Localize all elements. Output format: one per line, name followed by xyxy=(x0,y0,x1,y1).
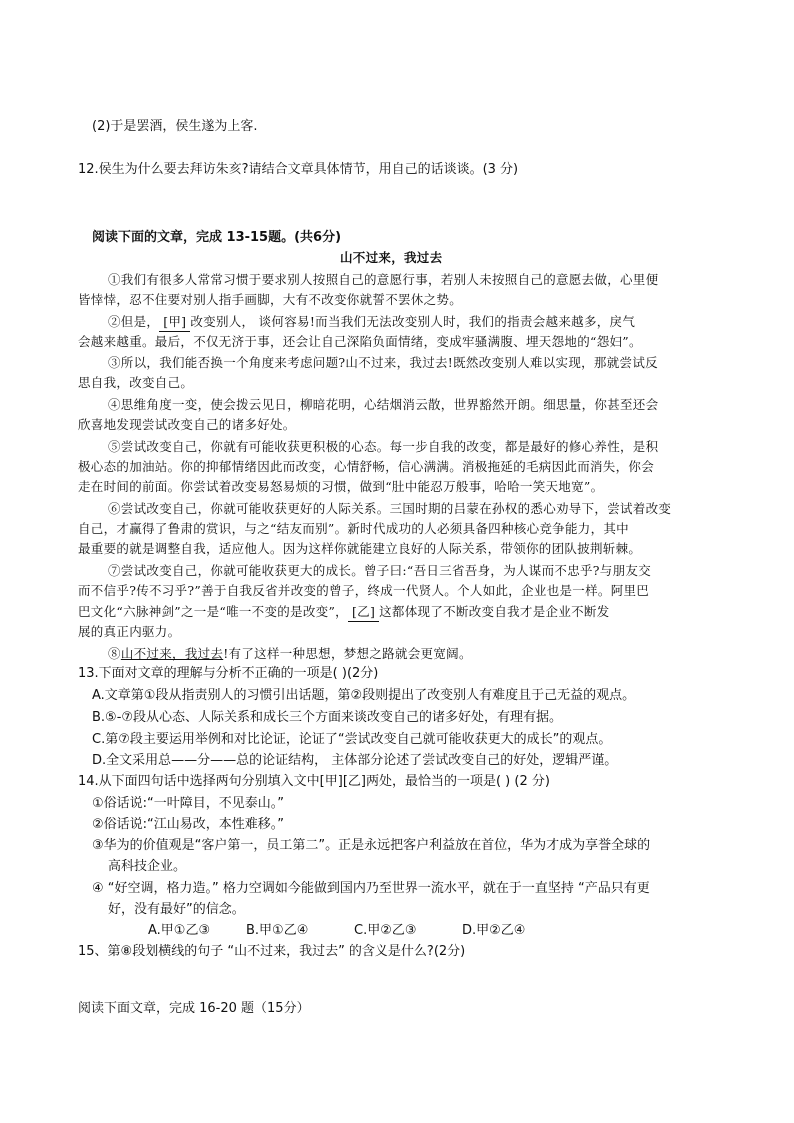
paragraph-2-line-1 xyxy=(108,313,635,332)
paragraph-6-line-1: ⑥尝试改变自己，你就可能收获更好的人际关系。三国时期的吕蒙在孙权的悉心劝导下，尝试着改变 xyxy=(108,501,672,516)
paragraph-8-num: ⑧ xyxy=(108,646,121,661)
paragraph-5-line-2: 极心态的加油站。你的抑郁情绪因此而改变，心情舒畅，信心满满。消极拖延的毛病因此而消失，你会 xyxy=(78,459,655,474)
question-14-sentence-3-line-1: ③华为的价值观是“客户第一，员工第二”。正是永远把客户利益放在首位，华为才成为享誉全球的 xyxy=(92,838,651,853)
question-14-sentence-1: ①俗话说:“一叶障目，不见泰山。” xyxy=(92,796,285,811)
paragraph-7-line-3 xyxy=(78,603,610,622)
section-heading-16-20: 阅读下面文章，完成 16-20 题（15分） xyxy=(78,1001,310,1016)
paragraph-4-line-2: 欣喜地发现尝试改变自己的诸多好处。 xyxy=(78,417,296,432)
section-heading-13-15: 阅读下面的文章，完成 13-15题。(共6分) xyxy=(92,230,342,245)
paragraph-7-text-post: 这都体现了不断改变自我才是企业不断发 xyxy=(379,604,610,619)
paragraph-7-text-pre: 巴文化“六脉神剑”之一是“唯一不变的是改变”， xyxy=(78,604,348,619)
paragraph-8 xyxy=(108,645,472,663)
paragraph-8-text-post: !有了这样一种思想，梦想之路就会更宽阔。 xyxy=(223,646,472,661)
paragraph-1-line-2: 皆悻悻，忍不住要对别人指手画脚，大有不改变你就誓不罢休之势。 xyxy=(78,292,463,307)
paragraph-2-text-pre: ②但是， xyxy=(108,314,160,329)
article-title: 山不过来，我过去 xyxy=(340,250,443,265)
question-14-option-b: B.甲①乙④ xyxy=(246,923,309,938)
paragraph-5-line-1: ⑤尝试改变自己，你就有可能收获更积极的心态。每一步自我的改变，都是最好的修心养性，是积 xyxy=(108,439,659,454)
paragraph-7-line-2: 而不信乎?传不习乎?”善于自我反省并改变的曾子，终成一代贤人。个人如此，企业也是一样。阿里巴 xyxy=(78,583,650,598)
paragraph-5-line-3: 走在时间的前面。你尝试着改变易怒易烦的习惯，做到“肚中能忍万般事，哈哈一笑天地宽”。 xyxy=(78,479,604,494)
question-14-option-c: C.甲②乙③ xyxy=(354,923,417,938)
question-13-option-c: C.第⑦段主要运用举例和对比论证，论证了“尝试改变自己就可能收获更大的成长”的观点。 xyxy=(92,732,612,747)
question-12: 12.侯生为什么要去拜访朱亥?请结合文章具体情节，用自己的话谈谈。(3 分) xyxy=(78,162,519,177)
question-14-sentence-4-line-1: ④ “好空调，格力造。” 格力空调如今能做到国内乃至世界一流水平，就在于一直坚持 “产品只有更 xyxy=(92,881,650,896)
paragraph-3-line-2: 思自我，改变自己。 xyxy=(78,375,194,390)
paragraph-6-line-3: 最重要的就是调整自我，适应他人。因为这样你就能建立良好的人际关系，带领你的团队披荆斩棘。 xyxy=(78,541,642,556)
blank-yi: [乙] xyxy=(348,603,379,622)
paragraph-1-line-1: ①我们有很多人常常习惯于要求别人按照自己的意愿行事，若别人未按照自己的意愿去做，心里便 xyxy=(108,272,659,287)
paragraph-3-line-1: ③所以，我们能否换一个角度来考虑问题?山不过来，我过去!既然改变别人难以实现，那就尝试反 xyxy=(108,355,658,370)
question-13-option-d: D.全文采用总——分——总的论证结构， 主体部分论述了尝试改变自己的好处，逻辑严谨。 xyxy=(92,753,618,768)
paragraph-7-line-1: ⑦尝试改变自己，你就可能收获更大的成长。曾子曰:“吾日三省吾身，为人谋而不忠乎?与朋友交 xyxy=(108,563,652,578)
question-13-option-b: B.⑤-⑦段从心态、人际关系和成长三个方面来谈改变自己的诸多好处，有理有据。 xyxy=(92,710,563,725)
q11-item2: (2)于是罢酒，侯生遂为上客. xyxy=(92,119,258,134)
question-13-option-a: A.文章第①段从指责别人的习惯引出话题，第②段则提出了改变别人有难度且于己无益的观点。 xyxy=(92,688,636,703)
question-14-option-d: D.甲②乙④ xyxy=(462,923,526,938)
paragraph-4-line-1: ④思维角度一变，使会拨云见日，柳暗花明，心结烟消云散，世界豁然开朗。细思量，你甚至还会 xyxy=(108,397,659,412)
paragraph-8-underlined-sentence: 山不过来，我过去 xyxy=(120,646,224,661)
question-15: 15、第⑧段划横线的句子 “山不过来，我过去” 的含义是什么?(2分) xyxy=(78,944,466,959)
paragraph-7-line-4: 展的真正内驱力。 xyxy=(78,624,181,639)
paragraph-2-line-2: 会越来越重。最后，不仅无济于事，还会让自己深陷负面情绪，变成牢骚满腹、埋天怨地的“怨妇”。 xyxy=(78,334,642,349)
paragraph-6-line-2: 自己，才赢得了鲁肃的赏识，与之“结友而别”。新时代成功的人必须具备四种核心竞争能力，其中 xyxy=(78,521,629,536)
paragraph-2-text-post: 改变别人， 谈何容易!而当我们无法改变别人时，我们的指责会越来越多，戾气 xyxy=(190,314,636,329)
question-13-stem: 13.下面对文章的理解与分析不正确的一项是( )(2分) xyxy=(78,666,379,681)
question-14-option-a: A.甲①乙③ xyxy=(148,923,211,938)
question-14-sentence-3-line-2: 高科技企业。 xyxy=(108,859,187,874)
question-14-sentence-2: ②俗话说:“江山易改，本性难移。” xyxy=(92,817,285,832)
blank-jia: [甲] xyxy=(159,313,190,332)
question-14-stem: 14.从下面四句话中选择两句分别填入文中[甲][乙]两处，最恰当的一项是( ) (2 分) xyxy=(78,774,550,789)
question-14-sentence-4-line-2: 好，没有最好”的信念。 xyxy=(108,902,245,917)
